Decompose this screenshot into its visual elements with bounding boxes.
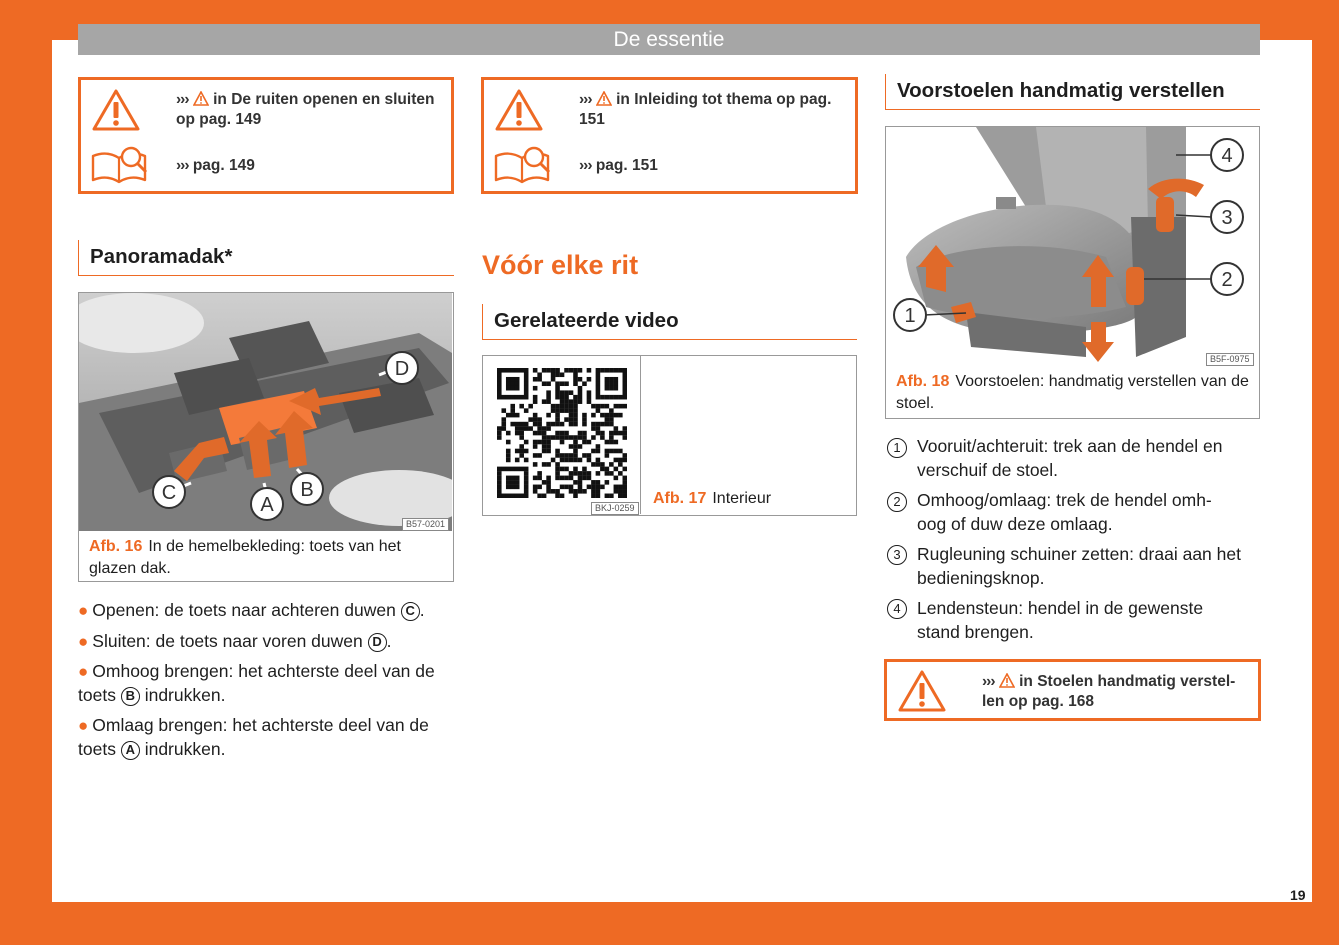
callout-b [291, 473, 323, 505]
figure-18 [885, 126, 1260, 419]
callout-c [153, 476, 185, 508]
more-arrows: ››› [579, 157, 592, 174]
more-arrows: ››› [176, 91, 189, 108]
figure-label: Afb. 16 [89, 538, 143, 555]
item-number-2: 2 [887, 492, 907, 512]
figure-caption-text: In de hemelbekleding: toets van het glazen dak. [89, 538, 401, 577]
figure-caption-text: Voorstoelen: handmatig verstellen van de stoel. [896, 373, 1249, 412]
figure-17-caption [653, 488, 771, 510]
qr-code[interactable] [497, 368, 627, 498]
key-c-badge: C [401, 602, 420, 621]
page-reference[interactable] [176, 156, 255, 176]
bullet-close: ● Sluiten: de toets naar voren duwen D . [78, 631, 392, 651]
page-number: 19 [1290, 887, 1306, 903]
item-text-2: Omhoog/omlaag: trek de hendel omh- oog of duw deze omlaag. [917, 490, 1212, 534]
more-arrows: ››› [176, 157, 189, 174]
svg-text:A: A [260, 494, 274, 516]
key-b-badge: B [121, 687, 140, 706]
figure-caption-text: Interieur [712, 490, 772, 507]
warning-reference[interactable] [579, 90, 849, 130]
callout-d [386, 352, 418, 384]
bullet-lower: ● Omlaag brengen: het achterste deel van de toets A indrukken. [78, 715, 429, 759]
warning-reference-text: in Stoelen handmatig verstel-len op pag. 168 [982, 673, 1236, 710]
more-arrows: ››› [982, 673, 995, 690]
figure-18-caption [896, 371, 1251, 415]
section-heading-panoramadak: Panoramadak* [78, 240, 454, 276]
figure-16-caption [89, 536, 439, 580]
figure-label: Afb. 18 [896, 373, 950, 390]
figure-code: B5F-0975 [1206, 353, 1254, 366]
page-reference-text: pag. 149 [192, 157, 255, 174]
warning-reference-text: in Inleiding tot thema op pag. 151 [579, 91, 832, 128]
svg-text:D: D [394, 358, 410, 380]
item-number-3: 3 [887, 545, 907, 565]
item-text-4: Lendensteun: hendel in de gewenste stand brengen. [917, 598, 1204, 642]
callout-a [251, 488, 283, 520]
section-header-bar: De essentie [78, 24, 1260, 55]
warning-icon [91, 88, 141, 132]
page-reference-text: pag. 151 [595, 157, 658, 174]
bullet-dot: ● [78, 662, 89, 681]
section-heading-voorstoelen: Voorstoelen handmatig verstellen [885, 74, 1260, 110]
figure-code: B57-0201 [402, 518, 449, 531]
svg-text:1: 1 [904, 305, 916, 327]
item-number-4: 4 [887, 599, 907, 619]
key-a-badge: A [121, 741, 140, 760]
figure-label: Afb. 17 [653, 490, 707, 507]
more-arrows: ››› [579, 91, 592, 108]
svg-text:3: 3 [1221, 207, 1233, 229]
bullet-dot: ● [78, 716, 89, 735]
bullet-dot: ● [78, 632, 89, 651]
figure-code: BKJ-0259 [591, 502, 639, 515]
figure-18-illustration [886, 127, 1258, 365]
callout-4 [1211, 139, 1243, 171]
warning-small-icon [999, 673, 1015, 688]
bullet-open: ● Openen: de toets naar achteren duwen C . [78, 600, 425, 620]
reference-box-2 [481, 77, 858, 194]
manual-search-icon [492, 144, 554, 184]
section-heading-video: Gerelateerde video [482, 304, 857, 340]
bullet-dot: ● [78, 601, 89, 620]
callout-1 [894, 299, 926, 331]
svg-text:B: B [300, 479, 314, 501]
warning-reference[interactable] [982, 672, 1252, 712]
svg-text:2: 2 [1221, 269, 1233, 291]
warning-small-icon [596, 91, 612, 106]
callout-2 [1211, 263, 1243, 295]
svg-text:4: 4 [1221, 145, 1233, 167]
page-reference[interactable] [579, 156, 658, 176]
item-text-3: Rugleuning schuiner zetten: draai aan het bedieningsknop. [917, 544, 1241, 588]
qr-panel [483, 356, 641, 514]
figure-16-illustration [79, 293, 452, 531]
chapter-title: Vóór elke rit [482, 250, 639, 280]
warning-icon [494, 88, 544, 132]
item-text-1: Vooruit/achteruit: trek aan de hendel en verschuif de stoel. [917, 436, 1223, 480]
key-d-badge: D [368, 633, 387, 652]
warning-icon [897, 669, 947, 713]
callout-3 [1211, 201, 1243, 233]
figure-16 [78, 292, 454, 582]
figure-17 [482, 355, 857, 516]
warning-reference-text: in De ruiten openen en sluiten op pag. 149 [176, 91, 435, 128]
bullet-raise: ● Omhoog brengen: het achterste deel van de toets B indrukken. [78, 661, 435, 705]
reference-box-1 [78, 77, 454, 194]
warning-reference[interactable] [176, 90, 446, 130]
svg-text:C: C [161, 482, 177, 504]
item-number-1: 1 [887, 438, 907, 458]
manual-search-icon [89, 144, 151, 184]
reference-box-3 [884, 659, 1261, 721]
warning-small-icon [193, 91, 209, 106]
